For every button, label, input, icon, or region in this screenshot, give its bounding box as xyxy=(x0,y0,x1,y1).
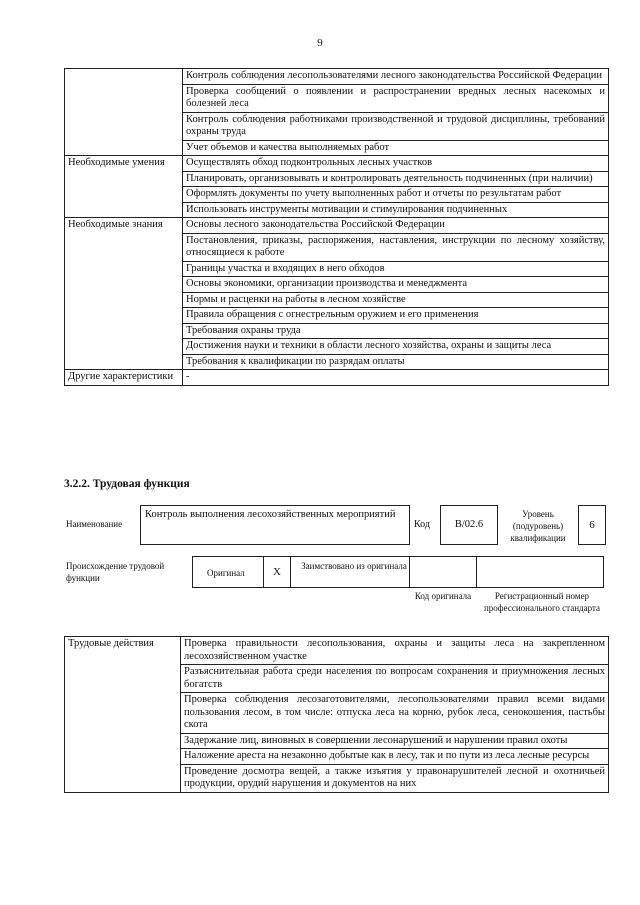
borrowed-label: Заимствовано из оригинала xyxy=(301,561,407,571)
row-text: Достижения науки и техники в области лесного хозяйства, охраны и защиты леса xyxy=(183,339,609,355)
function-name-box: Контроль выполнения лесохозяйственных мероприятий xyxy=(140,505,410,545)
origin-row xyxy=(192,556,604,588)
row-text: Контроль соблюдения лесопользователями лесного законодательства Российской Федерации xyxy=(183,69,609,85)
action-text: Проверка соблюдения лесозаготовителями, лесопользователями правил всеми видами пользования лесом, в том числе: отпуска леса на корню, рубок леса, сенокошения, пастьбы скота xyxy=(181,693,609,734)
row-text: Основы экономики, организации производства и менеджмента xyxy=(183,277,609,293)
row-text: Оформлять документы по учету выполненных работ и отчеты по результатам работ xyxy=(183,187,609,203)
table-row xyxy=(65,637,609,665)
row-text: Основы лесного законодательства Российской Федерации xyxy=(183,218,609,234)
reg-number-caption: Регистрационный номер профессионального стандарта xyxy=(483,591,601,613)
action-text: Проведение досмотра вещей, а также изъятия у правонарушителей лесной и охотничьей продукции, орудий нарушения и документов на них xyxy=(181,764,609,792)
other-label: Другие характеристики xyxy=(65,370,183,386)
level-value-box: 6 xyxy=(578,505,606,545)
table-row xyxy=(65,69,609,85)
row-text: Планировать, организовывать и контролировать деятельность подчиненных (при наличии) xyxy=(183,171,609,187)
row-label xyxy=(65,69,183,156)
action-text: Задержание лиц, виновных в совершении лесонарушений и нарушении правил охоты xyxy=(181,733,609,749)
code-original-cell xyxy=(409,557,477,587)
row-text: Требования к квалификации по разрядам оплаты xyxy=(183,354,609,370)
row-text: Учет объемов и качества выполняемых работ xyxy=(183,140,609,156)
action-text: Проверка правильности лесопользования, охраны и защиты леса на закрепленном лесохозяйственном участке xyxy=(181,637,609,665)
row-text: Использовать инструменты мотивации и стимулирования подчиненных xyxy=(183,202,609,218)
row-text: Нормы и расценки на работы в лесном хозяйстве xyxy=(183,292,609,308)
table-row xyxy=(65,218,609,234)
code-value-box: B/02.6 xyxy=(440,505,498,545)
origin-label: Происхождение трудовой функции xyxy=(66,561,165,583)
section-heading: 3.2.2. Трудовая функция xyxy=(64,478,190,490)
code-label: Код xyxy=(414,519,430,530)
table-row xyxy=(65,370,609,386)
page-number: 9 xyxy=(317,37,323,49)
action-text: Наложение ареста на незаконно добытые как в лесу, так и по пути из леса лесные ресурсы xyxy=(181,749,609,765)
action-text: Разъяснительная работа среди населения по вопросам сохранения и приумножения лесных богатств xyxy=(181,665,609,693)
requirements-table xyxy=(64,68,609,386)
table-row xyxy=(65,156,609,172)
row-text: Постановления, приказы, распоряжения, наставления, инструкции по лесному хозяйству, относящиеся к работе xyxy=(183,233,609,261)
actions-label: Трудовые действия xyxy=(65,637,181,793)
row-text: Проверка сообщений о появлении и распространении вредных лесных насекомых и болезней леса xyxy=(183,84,609,112)
row-text: Правила обращения с огнестрельным оружием и его применения xyxy=(183,308,609,324)
skills-label: Необходимые умения xyxy=(65,156,183,218)
level-label: Уровень (подуровень) квалификации xyxy=(510,509,566,543)
original-label: Оригинал xyxy=(207,568,245,578)
row-text: Контроль соблюдения работниками производственной и трудовой дисциплины, требований охраны труда xyxy=(183,112,609,140)
name-label: Наименование xyxy=(66,519,123,529)
row-text: Требования охраны труда xyxy=(183,323,609,339)
actions-table xyxy=(64,636,609,793)
code-original-caption: Код оригинала xyxy=(414,591,472,601)
row-text: Осуществлять обход подконтрольных лесных участков xyxy=(183,156,609,172)
original-mark: X xyxy=(263,557,291,587)
row-text: - xyxy=(183,370,609,386)
knowledge-label: Необходимые знания xyxy=(65,218,183,370)
row-text: Границы участка и входящих в него обходов xyxy=(183,261,609,277)
